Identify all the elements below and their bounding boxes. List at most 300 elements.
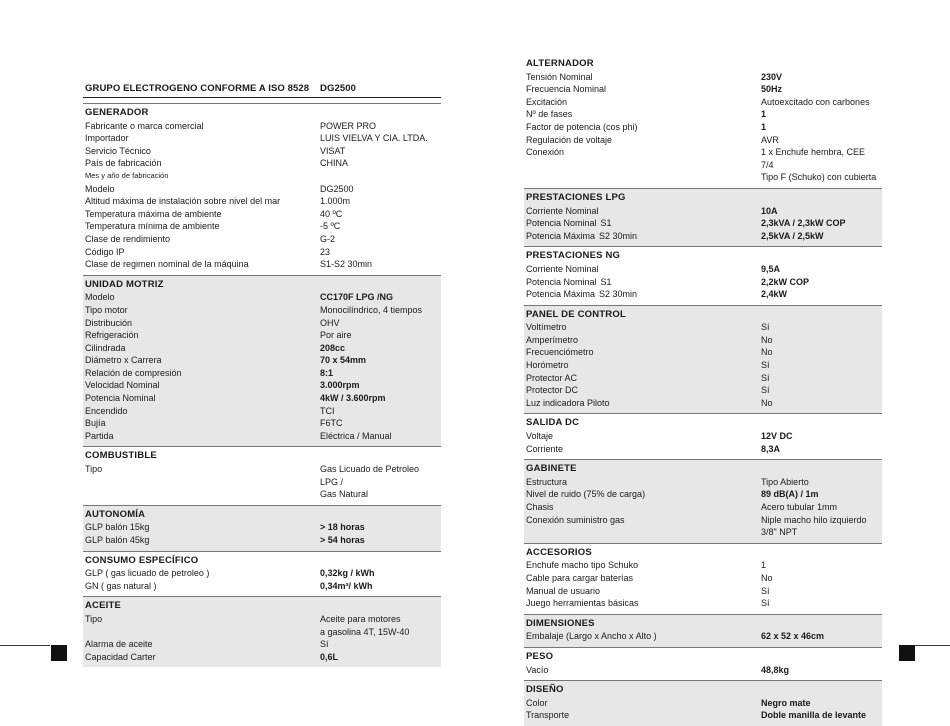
spec-row	[526, 230, 880, 243]
spec-row	[526, 572, 880, 585]
spec-label-cell	[85, 145, 320, 158]
section-title: ACEITE	[85, 600, 122, 612]
section-title: ACCESORIOS	[526, 546, 592, 558]
spec-label-cell	[526, 217, 761, 230]
spec-row	[526, 263, 880, 276]
spec-row	[526, 108, 880, 121]
spec-value: Sí	[761, 585, 770, 596]
spec-label-cell	[526, 372, 761, 385]
spec-label-cell	[85, 233, 320, 246]
spec-label: Partida	[85, 430, 114, 441]
spec-label: Frecuencia Nominal	[526, 84, 607, 95]
spec-row	[85, 157, 439, 170]
spec-row	[526, 664, 880, 677]
section-consumo-especifico	[83, 551, 441, 597]
spec-row	[85, 342, 439, 355]
spec-label: Potencia Máxima	[526, 289, 596, 300]
spec-value: Negro mate	[761, 697, 811, 708]
spec-value: Sí	[761, 385, 770, 396]
spec-value: Sí	[761, 598, 770, 609]
spec-sublabel: S2 30min	[599, 230, 638, 241]
spec-label: Diámetro x Carrera	[85, 355, 162, 366]
spec-row	[526, 501, 880, 514]
spec-label-cell	[526, 230, 761, 243]
spec-value: Sí	[320, 639, 329, 650]
spec-label-cell	[526, 96, 761, 109]
spec-row	[85, 638, 439, 651]
spec-label-cell	[526, 205, 761, 218]
spec-value: 23	[320, 246, 331, 257]
spec-label-cell	[85, 246, 320, 259]
spec-row	[526, 597, 880, 610]
spec-row	[85, 567, 439, 580]
spec-value: S1-S2 30min	[320, 259, 373, 270]
section-title: COMBUSTIBLE	[85, 450, 157, 462]
spec-row	[526, 334, 880, 347]
spec-value: 2,5kVA / 2,5kW	[761, 230, 824, 241]
spec-label: Importador	[85, 133, 129, 144]
spec-value: > 54 horas	[320, 535, 365, 545]
spec-value: 10A	[761, 205, 778, 216]
spec-label-cell	[526, 664, 761, 677]
spec-label: Color	[526, 697, 548, 708]
spec-row	[85, 233, 439, 246]
spec-row	[85, 354, 439, 367]
spec-label-cell	[85, 534, 320, 547]
spec-value: 2,2kW COP	[761, 276, 810, 287]
spec-label: Tipo	[85, 613, 103, 624]
spec-label: GLP ( gas licuado de petroleo )	[85, 568, 210, 579]
spec-label: Manual de usuario	[526, 585, 601, 596]
spec-value: 48,8kg	[761, 664, 790, 675]
section-dimensiones	[524, 614, 882, 647]
spec-label-cell	[85, 405, 320, 418]
spec-row	[85, 304, 439, 317]
spec-label-cell	[85, 291, 320, 304]
spec-value: Niple macho hilo izquierdo 3/8" NPT	[761, 514, 867, 538]
section-unidad-motriz	[83, 275, 441, 447]
spec-label: Chasis	[526, 502, 554, 512]
spec-label: Fabricante o marca comercial	[85, 120, 204, 131]
spec-value: Sí	[761, 360, 770, 371]
section-autonomia	[83, 505, 441, 551]
section-aceite	[83, 596, 441, 667]
spec-label: Corriente Nominal	[526, 205, 599, 216]
spec-row	[85, 120, 439, 133]
spec-label: Cable para cargar baterías	[526, 572, 634, 583]
spec-row	[85, 170, 439, 183]
spec-row	[526, 121, 880, 134]
spec-value: 89 dB(A) / 1m	[761, 489, 819, 500]
spec-label: GN ( gas natural )	[85, 580, 157, 591]
spec-row	[85, 379, 439, 392]
spec-row	[526, 83, 880, 96]
spec-label: Altitud máxima de instalación sobre nivel del mar	[85, 196, 281, 207]
spec-label: Factor de potencia (cos phi)	[526, 121, 638, 132]
spec-value: No	[761, 347, 773, 358]
spec-label-cell	[526, 572, 761, 585]
spec-row	[526, 372, 880, 385]
spec-value: 4kW / 3.600rpm	[320, 393, 386, 404]
spec-value: 0,32kg / kWh	[320, 568, 375, 579]
spec-value: Sí	[761, 372, 770, 383]
spec-label: Embalaje (Largo x Ancho x Alto )	[526, 631, 657, 642]
spec-label-cell	[85, 580, 320, 593]
spec-label-cell	[85, 170, 320, 183]
section-salida-dc	[524, 413, 882, 459]
spec-label: GLP balón 45kg	[85, 535, 150, 545]
spec-row	[526, 430, 880, 443]
spec-label: Voltímetro	[526, 322, 567, 333]
spec-label-cell	[526, 585, 761, 598]
spec-label-cell	[85, 638, 320, 651]
spec-label-cell	[85, 417, 320, 430]
spec-label-cell	[85, 651, 320, 664]
spec-value: 2,4kW	[761, 289, 788, 300]
spec-label: Transporte	[526, 710, 570, 721]
spec-value: 2,3kVA / 2,3kW COP	[761, 218, 846, 229]
section-generador	[83, 103, 441, 275]
spec-label: Velocidad Nominal	[85, 380, 160, 391]
spec-label-cell	[526, 321, 761, 334]
section-title: GENERADOR	[85, 107, 149, 118]
spec-value: DG2500	[320, 183, 354, 194]
spec-value: AVR	[761, 134, 779, 145]
spec-value: No	[761, 334, 773, 345]
spec-label: Horómetro	[526, 360, 569, 371]
spec-row	[85, 183, 439, 196]
spec-label: Capacidad Carter	[85, 651, 156, 662]
spec-value: 0,34m³/ kWh	[320, 580, 373, 591]
spec-label: Frecuenciómetro	[526, 347, 594, 358]
spec-row	[526, 397, 880, 410]
section-peso	[524, 647, 882, 680]
section-prestaciones-lpg	[524, 188, 882, 246]
spec-label-cell	[526, 134, 761, 147]
spec-label-cell	[526, 108, 761, 121]
page-edge-line-right	[915, 645, 950, 646]
spec-label: Tensión Nominal	[526, 71, 593, 82]
spec-label: Clase de rendimiento	[85, 233, 171, 244]
spec-row	[85, 132, 439, 145]
spec-value: POWER PRO	[320, 120, 377, 131]
page-corner-mark-right	[899, 645, 915, 661]
spec-row	[526, 134, 880, 147]
spec-label: Conexión	[526, 147, 565, 158]
spec-label: Cilindrada	[85, 342, 126, 353]
spec-row	[85, 430, 439, 443]
spec-value: Autoexcitado con carbones	[761, 96, 870, 107]
spec-row	[85, 613, 439, 638]
spec-value: CC170F LPG /NG	[320, 292, 394, 303]
spec-label: Modelo	[85, 292, 115, 303]
spec-value: 40 ºC	[320, 208, 343, 219]
section-title: UNIDAD MOTRIZ	[85, 278, 164, 290]
spec-value: Monocilíndrico, 4 tiempos	[320, 304, 423, 315]
spec-label-cell	[85, 430, 320, 443]
spec-label: Mes y año de fabricación	[85, 170, 169, 180]
document-title: GRUPO ELECTROGENO CONFORME A ISO 8528	[85, 83, 310, 94]
spec-label: GLP balón 15kg	[85, 522, 150, 533]
spec-label: Luz indicadora Piloto	[526, 397, 610, 408]
spec-label-cell	[85, 567, 320, 580]
spec-label: Protector DC	[526, 385, 579, 396]
spec-row	[85, 417, 439, 430]
spec-row	[526, 443, 880, 456]
spec-label-cell	[526, 630, 761, 643]
section-title: PRESTACIONES LPG	[526, 191, 626, 203]
spec-label-cell	[526, 359, 761, 372]
spec-value: CHINA	[320, 158, 349, 169]
spec-label-cell	[85, 258, 320, 271]
spec-label-cell	[526, 488, 761, 501]
spec-label: Temperatura máxima de ambiente	[85, 208, 222, 219]
section-title: DISEÑO	[526, 684, 564, 696]
spec-label-cell	[85, 208, 320, 221]
spec-value: No	[761, 572, 773, 583]
spec-row	[85, 145, 439, 158]
spec-label-cell	[526, 146, 761, 184]
spec-label-cell	[85, 354, 320, 367]
spec-value: Eléctrica / Manual	[320, 430, 392, 441]
spec-row	[85, 220, 439, 233]
spec-row	[526, 630, 880, 643]
spec-sublabel: S1	[600, 218, 612, 229]
spec-row	[85, 521, 439, 534]
spec-row	[85, 329, 439, 342]
spec-sublabel: S2 30min	[599, 289, 638, 300]
spec-label-cell	[85, 329, 320, 342]
spec-label-cell	[85, 521, 320, 534]
section-gabinete	[524, 459, 882, 543]
spec-label: Potencia Nominal	[85, 393, 156, 404]
spec-label: País de fabricación	[85, 158, 162, 169]
spec-value: Aceite para motores a gasolina 4T, 15W-40	[320, 613, 410, 637]
spec-value: 1.000m	[320, 196, 351, 207]
spec-value: 12V DC	[761, 431, 793, 442]
spec-row	[526, 321, 880, 334]
spec-label: Bujía	[85, 418, 106, 429]
spec-row	[526, 488, 880, 501]
section-accesorios	[524, 543, 882, 614]
spec-value: -5 ºC	[320, 221, 341, 232]
spec-label-cell	[85, 183, 320, 196]
right-sections	[524, 55, 882, 726]
spec-label-cell	[526, 430, 761, 443]
spec-label: Código IP	[85, 246, 125, 257]
section-title: SALIDA DC	[526, 417, 580, 429]
spec-label: Juego herramientas básicas	[526, 598, 639, 609]
spec-row	[526, 146, 880, 184]
spec-label-cell	[526, 597, 761, 610]
spec-label-cell	[85, 157, 320, 170]
spec-label: Nº de fases	[526, 109, 573, 120]
section-prestaciones-ng	[524, 246, 882, 304]
spec-row	[85, 291, 439, 304]
spec-value: Doble manilla de levante	[761, 710, 867, 721]
spec-label: Amperímetro	[526, 334, 579, 345]
spec-label-cell	[85, 613, 320, 638]
spec-row	[85, 208, 439, 221]
spec-row	[85, 246, 439, 259]
spec-value: No	[761, 397, 773, 408]
spec-label-cell	[526, 514, 761, 539]
spec-label: Tipo motor	[85, 304, 128, 315]
spec-row	[526, 476, 880, 489]
spec-value: OHV	[320, 317, 340, 328]
spec-label: Voltaje	[526, 431, 554, 442]
spec-value: 9,5A	[761, 263, 781, 274]
section-title: CONSUMO ESPECÍFICO	[85, 554, 199, 566]
spec-label: Excitación	[526, 96, 568, 107]
section-title: GABINETE	[526, 463, 577, 475]
spec-value	[320, 170, 439, 183]
spec-row	[85, 258, 439, 271]
spec-row	[526, 346, 880, 359]
spec-label-cell	[526, 346, 761, 359]
spec-value: 50Hz	[761, 84, 783, 95]
spec-label-cell	[526, 397, 761, 410]
spec-label: Potencia Máxima	[526, 230, 596, 241]
spec-label-cell	[85, 342, 320, 355]
spec-label-cell	[526, 334, 761, 347]
spec-row	[526, 217, 880, 230]
spec-label-cell	[85, 304, 320, 317]
spec-value: 230V	[761, 71, 783, 82]
spec-row	[85, 405, 439, 418]
spec-label-cell	[85, 463, 320, 501]
spec-row	[526, 559, 880, 572]
spec-label-cell	[526, 121, 761, 134]
section-title: PRESTACIONES NG	[526, 250, 621, 262]
spec-value: 70 x 54mm	[320, 355, 367, 366]
left-sections	[83, 103, 441, 667]
spec-label: Nivel de ruido (75% de carga)	[526, 489, 646, 500]
spec-value: 3.000rpm	[320, 380, 360, 391]
spec-label: Conexión suministro gas	[526, 514, 625, 525]
spec-value: 1	[761, 121, 767, 132]
spec-value: 1	[761, 560, 767, 571]
section-diseno	[524, 680, 882, 726]
section-title: PESO	[526, 650, 554, 662]
spec-value: 0,6L	[320, 651, 339, 662]
spec-sublabel: S1	[600, 276, 612, 287]
section-alternador	[524, 55, 882, 188]
spec-label-cell	[526, 501, 761, 514]
spec-row	[526, 709, 880, 722]
section-title: DIMENSIONES	[526, 617, 595, 629]
spec-value: VISAT	[320, 145, 346, 156]
spec-label: Clase de regimen nominal de la máquina	[85, 259, 249, 270]
spec-row	[85, 317, 439, 330]
spec-label-cell	[526, 71, 761, 84]
spec-value: G-2	[320, 233, 336, 244]
document-header	[83, 81, 441, 98]
spec-value: Tipo Abierto	[761, 476, 809, 487]
spec-row	[526, 71, 880, 84]
spec-label: Alarma de aceite	[85, 639, 153, 650]
spec-label-cell	[85, 120, 320, 133]
spec-row	[526, 384, 880, 397]
spec-label: Enchufe macho tipo Schuko	[526, 560, 639, 571]
spec-row	[85, 463, 439, 501]
spec-label-cell	[85, 132, 320, 145]
page-corner-mark-left	[51, 645, 67, 661]
spec-label: Temperatura mínima de ambiente	[85, 221, 220, 232]
spec-value: > 18 horas	[320, 522, 365, 533]
spec-value: 1 x Enchufe hembra, CEE 7/4 Tipo F (Schuko) con cubierta	[761, 147, 877, 183]
spec-label-cell	[526, 443, 761, 456]
right-spec-column	[524, 55, 882, 726]
section-combustible	[83, 446, 441, 504]
spec-row	[526, 359, 880, 372]
section-panel-de-control	[524, 305, 882, 414]
spec-label: Estructura	[526, 476, 568, 487]
spec-label: Distribución	[85, 317, 133, 328]
spec-label: Encendido	[85, 405, 128, 416]
spec-value: 62 x 52 x 46cm	[761, 631, 825, 642]
spec-row	[526, 697, 880, 710]
section-title: PANEL DE CONTROL	[526, 308, 626, 320]
spec-value: 208cc	[320, 342, 346, 353]
spec-label-cell	[526, 288, 761, 301]
spec-row	[85, 651, 439, 664]
spec-label: Relación de compresión	[85, 367, 182, 378]
spec-label-cell	[526, 709, 761, 722]
spec-label-cell	[526, 263, 761, 276]
spec-row	[526, 585, 880, 598]
spec-label-cell	[526, 559, 761, 572]
spec-value: Gas Licuado de Petroleo LPG / Gas Natural	[320, 464, 420, 500]
spec-row	[526, 276, 880, 289]
spec-value: F6TC	[320, 418, 343, 429]
section-title: ALTERNADOR	[526, 58, 594, 69]
spec-label-cell	[526, 276, 761, 289]
spec-label: Potencia Nominal	[526, 218, 597, 229]
spec-label: Corriente	[526, 443, 564, 454]
model-code: DG2500	[320, 83, 356, 94]
spec-label: Refrigeración	[85, 330, 139, 341]
spec-label-cell	[526, 384, 761, 397]
spec-value: TCI	[320, 405, 335, 416]
spec-label-cell	[85, 392, 320, 405]
spec-label: Servicio Técnico	[85, 145, 151, 156]
spec-value: Acero tubular 1mm	[761, 502, 838, 512]
spec-row	[526, 288, 880, 301]
spec-row	[526, 96, 880, 109]
spec-label-cell	[85, 379, 320, 392]
spec-row	[85, 580, 439, 593]
left-spec-column	[83, 81, 441, 667]
section-title: AUTONOMÍA	[85, 508, 146, 520]
spec-value: 8,3A	[761, 443, 781, 454]
spec-label: Potencia Nominal	[526, 276, 597, 287]
spec-value: 8:1	[320, 367, 334, 378]
spec-label: Tipo	[85, 464, 103, 475]
spec-row	[85, 367, 439, 380]
spec-label: Regulación de voltaje	[526, 134, 613, 145]
spec-label-cell	[526, 476, 761, 489]
spec-label-cell	[85, 195, 320, 208]
spec-label-cell	[85, 220, 320, 233]
spec-value: LUIS VIELVA Y CIA. LTDA.	[320, 133, 428, 144]
spec-label: Modelo	[85, 183, 115, 194]
spec-label: Vacío	[526, 664, 549, 675]
spec-label-cell	[526, 697, 761, 710]
spec-label-cell	[85, 317, 320, 330]
spec-label-cell	[85, 367, 320, 380]
spec-label: Corriente Nominal	[526, 263, 599, 274]
